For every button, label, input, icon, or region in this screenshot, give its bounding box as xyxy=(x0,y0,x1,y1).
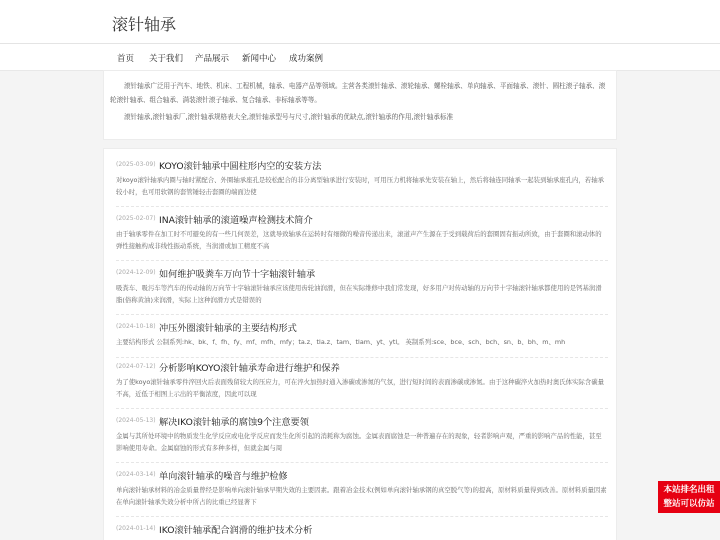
article-title-link[interactable]: KOYO滚针轴承中圆柱形内空的安装方法 xyxy=(159,161,322,172)
article-date: (2024-12-09) xyxy=(116,269,156,276)
promo-badge-line2: 整站可以仿站 xyxy=(663,499,715,509)
list-item xyxy=(116,261,608,315)
article-title-link[interactable]: 分析影响KOYO滚针轴承寿命进行维护和保养 xyxy=(159,363,340,374)
promo-badge-line1: 本站排名出租 xyxy=(663,485,715,495)
article-date: (2025-02-07) xyxy=(116,215,156,222)
intro-keywords: 滚针轴承,滚针轴承厂,滚针轴承规格表大全,滚针轴承型号与尺寸,滚针轴承的优缺点,滚针轴承的作用,滚针轴承标准 xyxy=(124,113,454,121)
article-date: (2025-03-09) xyxy=(116,161,156,168)
article-summary: 为了使koyo滚针轴承零件淬回火后表面残留较大的压应力，可在淬火加热时通入渗碳或渗氮的气氛，进行短时间的表面渗碳或渗氮。由于这种碳淬火加热时奥氏体实际含碳量不高，近低于相图上示出的平衡浓度，因此可以现 xyxy=(116,378,604,398)
article-list xyxy=(103,148,617,540)
article-title-link[interactable]: IKO滚针轴承配合润滑的维护技术分析 xyxy=(159,525,313,536)
nav-item-cases[interactable]: 成功案例 xyxy=(289,54,324,64)
nav-item-home[interactable]: 首页 xyxy=(117,54,135,64)
list-item xyxy=(116,355,608,409)
list-item xyxy=(116,463,608,517)
intro-text: 滚针轴承广泛用于汽车、地铁、机床、工程机械，轴承、电器产品等领域。主营各类滚针轴承、滚轮轴承、螺栓轴承、单向轴承、平面轴承、滚针、圆柱滚子轴承、滚轮滚针轴承、组合轴承、满装滚针滚子轴承、复合轴承、非标轴承等等。 xyxy=(110,82,606,104)
nav-item-news[interactable]: 新闻中心 xyxy=(242,54,277,64)
list-item xyxy=(116,315,608,358)
article-date: (2024-01-14) xyxy=(116,525,156,532)
site-logo[interactable]: 滚针轴承 xyxy=(112,15,177,34)
list-item xyxy=(116,517,608,537)
article-summary: 对koyo滚针轴承内圈与轴时紧配合、外圈轴承座孔是较松配合的非分离型轴承进行安装时，可用压力机将轴承先安装在轴上，然后将轴连同轴承一起装到轴承座孔内，若轴承较小时，也可用软钢的套管锤轻击套圈的端面边使 xyxy=(116,176,604,196)
article-date: (2024-03-14) xyxy=(116,471,156,478)
article-title-link[interactable]: 如何维护吸粪车万向节十字轴滚针轴承 xyxy=(159,269,316,280)
nav-item-about[interactable]: 关于我们 xyxy=(149,54,184,64)
promo-badge[interactable] xyxy=(658,481,720,513)
article-date: (2024-07-12) xyxy=(116,363,156,370)
article-summary: 单向滚针轴承材料的冶金质量曾经是影响单向滚针轴承早期失效的主要因素。跟着冶金技术(例如单向滚针轴承钢的真空脱气等)的提高，原材料质量得到改善。原材料质量因素在单向滚针轴承失效分析中所占的比重已经显著下 xyxy=(116,486,607,506)
article-title-link[interactable]: 解决IKO滚针轴承的腐蚀9个注意要领 xyxy=(159,417,309,428)
article-title-link[interactable]: INA滚针轴承的滚道噪声检测技术简介 xyxy=(159,215,313,226)
article-summary: 由于轴承零件在加工时不可避免的有一些几何误差，这就导致轴承在运转时有细微的噪音传递出来，滚道声产生源在于受到载荷后的套圈固有振动所致，由于套圈和滚动体的弹性接触构成非线性振动系统，当润滑或加工精度不高 xyxy=(116,230,602,250)
site-header xyxy=(0,0,720,44)
article-summary: 吸粪车、吸污车等汽车的传动轴的万向节十字轴滚针轴承应该使用齿轮油润滑，但在实际维修中我们常发现，好多用户对传动轴的万向节十字轴滚针轴承都使用的是钙基润滑脂(俗称黄油)来润滑，实际上这种润滑方式是错误的 xyxy=(116,284,602,304)
list-item xyxy=(116,153,608,207)
nav-item-products[interactable]: 产品展示 xyxy=(195,54,230,64)
article-title-link[interactable]: 单向滚针轴承的噪音与维护检修 xyxy=(159,471,288,482)
article-summary: 主要结构形式 公制系列:hk、bk、f、fh、fy、mf、mfh、mfy；ta.z、tla.z、tam、tlam、yt、ytl。 英制系列:sce、bce、sch、bch、sn、b、bh、m、mh xyxy=(116,338,566,346)
intro-box xyxy=(103,70,617,140)
article-summary: 金属与其所处环境中的物质发生化学反应或电化学反应而发生化所引起的消耗称为腐蚀。金属表面腐蚀是一种普遍存在的现象，轻者影响声观，严重的影响产品的性能，甚至影响使用寿命。金属腐蚀的形式有多种多样，但就金属与周 xyxy=(116,432,602,452)
article-date: (2024-10-18) xyxy=(116,323,156,330)
list-item xyxy=(116,207,608,261)
article-title-link[interactable]: 冲压外圈滚针轴承的主要结构形式 xyxy=(159,323,297,334)
article-date: (2024-05-13) xyxy=(116,417,156,424)
list-item xyxy=(116,409,608,463)
main-nav xyxy=(0,44,720,71)
